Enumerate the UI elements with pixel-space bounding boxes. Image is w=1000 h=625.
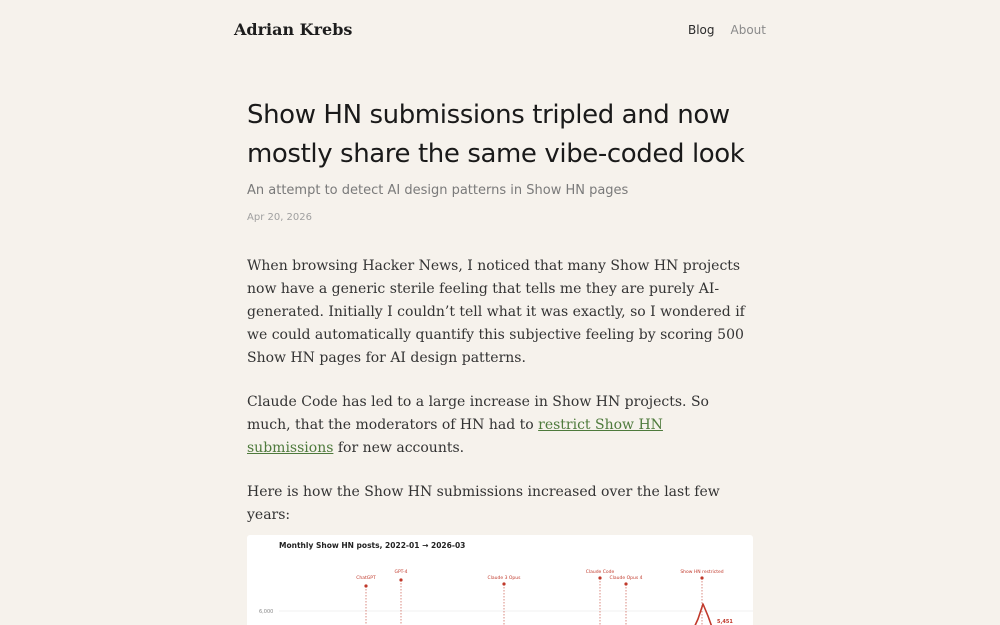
paragraph-2-start: Claude Code has led to a large increase in Show HN projects. So much, that the moderators of HN had to — [247, 394, 709, 433]
event-show-hn-restricted — [680, 569, 723, 625]
nav-about-link[interactable]: About — [730, 23, 766, 37]
event-claude-opus-4 — [610, 575, 643, 625]
post-title — [247, 96, 753, 174]
chart-figure — [247, 535, 753, 625]
site-title-link[interactable]: Adrian Krebs — [234, 20, 353, 39]
nav-blog-link[interactable]: Blog — [687, 23, 715, 37]
paragraph-2 — [247, 391, 753, 460]
event-label-claude-code: Claude Code — [585, 570, 615, 575]
event-label-claude-opus-4: Claude Opus 4 — [609, 576, 643, 581]
post-date: Apr 20, 2026 — [247, 212, 313, 223]
event-label-claude-3-opus: Claude 3 Opus — [487, 576, 521, 581]
paragraph-3: Here is how the Show HN submissions increased over the last few years: — [247, 484, 720, 523]
event-dot-show-hn-restricted — [700, 576, 703, 579]
series-line-peak — [693, 604, 713, 625]
post-body — [247, 255, 753, 527]
site-nav — [688, 23, 766, 37]
event-dot-gpt-4 — [399, 578, 402, 581]
chart-title: Monthly Show HN posts, 2022-01 → 2026-03 — [279, 541, 466, 550]
article — [247, 96, 753, 548]
event-dot-chatgpt — [364, 584, 367, 587]
event-claude-3-opus — [488, 575, 522, 625]
event-label-chatgpt: ChatGPT — [356, 576, 376, 581]
post-title-line-1: Show HN submissions tripled and now — [247, 100, 730, 130]
restrict-show-hn-link[interactable]: restrict Show HN submissions — [247, 417, 663, 456]
event-gpt-4 — [394, 569, 407, 625]
chart-svg — [247, 535, 753, 625]
paragraph-2-end: for new accounts. — [333, 440, 465, 456]
event-dot-claude-opus-4 — [624, 582, 627, 585]
y-tick-label-6000: 6,000 — [259, 609, 274, 615]
event-dot-claude-code — [598, 576, 601, 579]
post-title-line-2: mostly share the same vibe-coded look — [247, 139, 745, 169]
event-label-gpt-4: GPT-4 — [394, 570, 408, 575]
event-label-show-hn-restricted: Show HN restricted — [680, 570, 724, 575]
peak-data-label: 5,451 — [717, 619, 733, 625]
event-chatgpt — [356, 575, 376, 625]
paragraph-1: When browsing Hacker News, I noticed that many Show HN projects now have a generic sterile feeling that tells me they are purely AI-generated. Initially I couldn’t tell what it was exactly, so I wondered if we could automatically quantify this subjective feeling by scoring 500 Show HN pages for AI design patterns. — [247, 258, 745, 366]
event-dot-claude-3-opus — [502, 582, 505, 585]
site-header — [234, 16, 766, 46]
post-subtitle: An attempt to detect AI design patterns in Show HN pages — [247, 183, 629, 198]
